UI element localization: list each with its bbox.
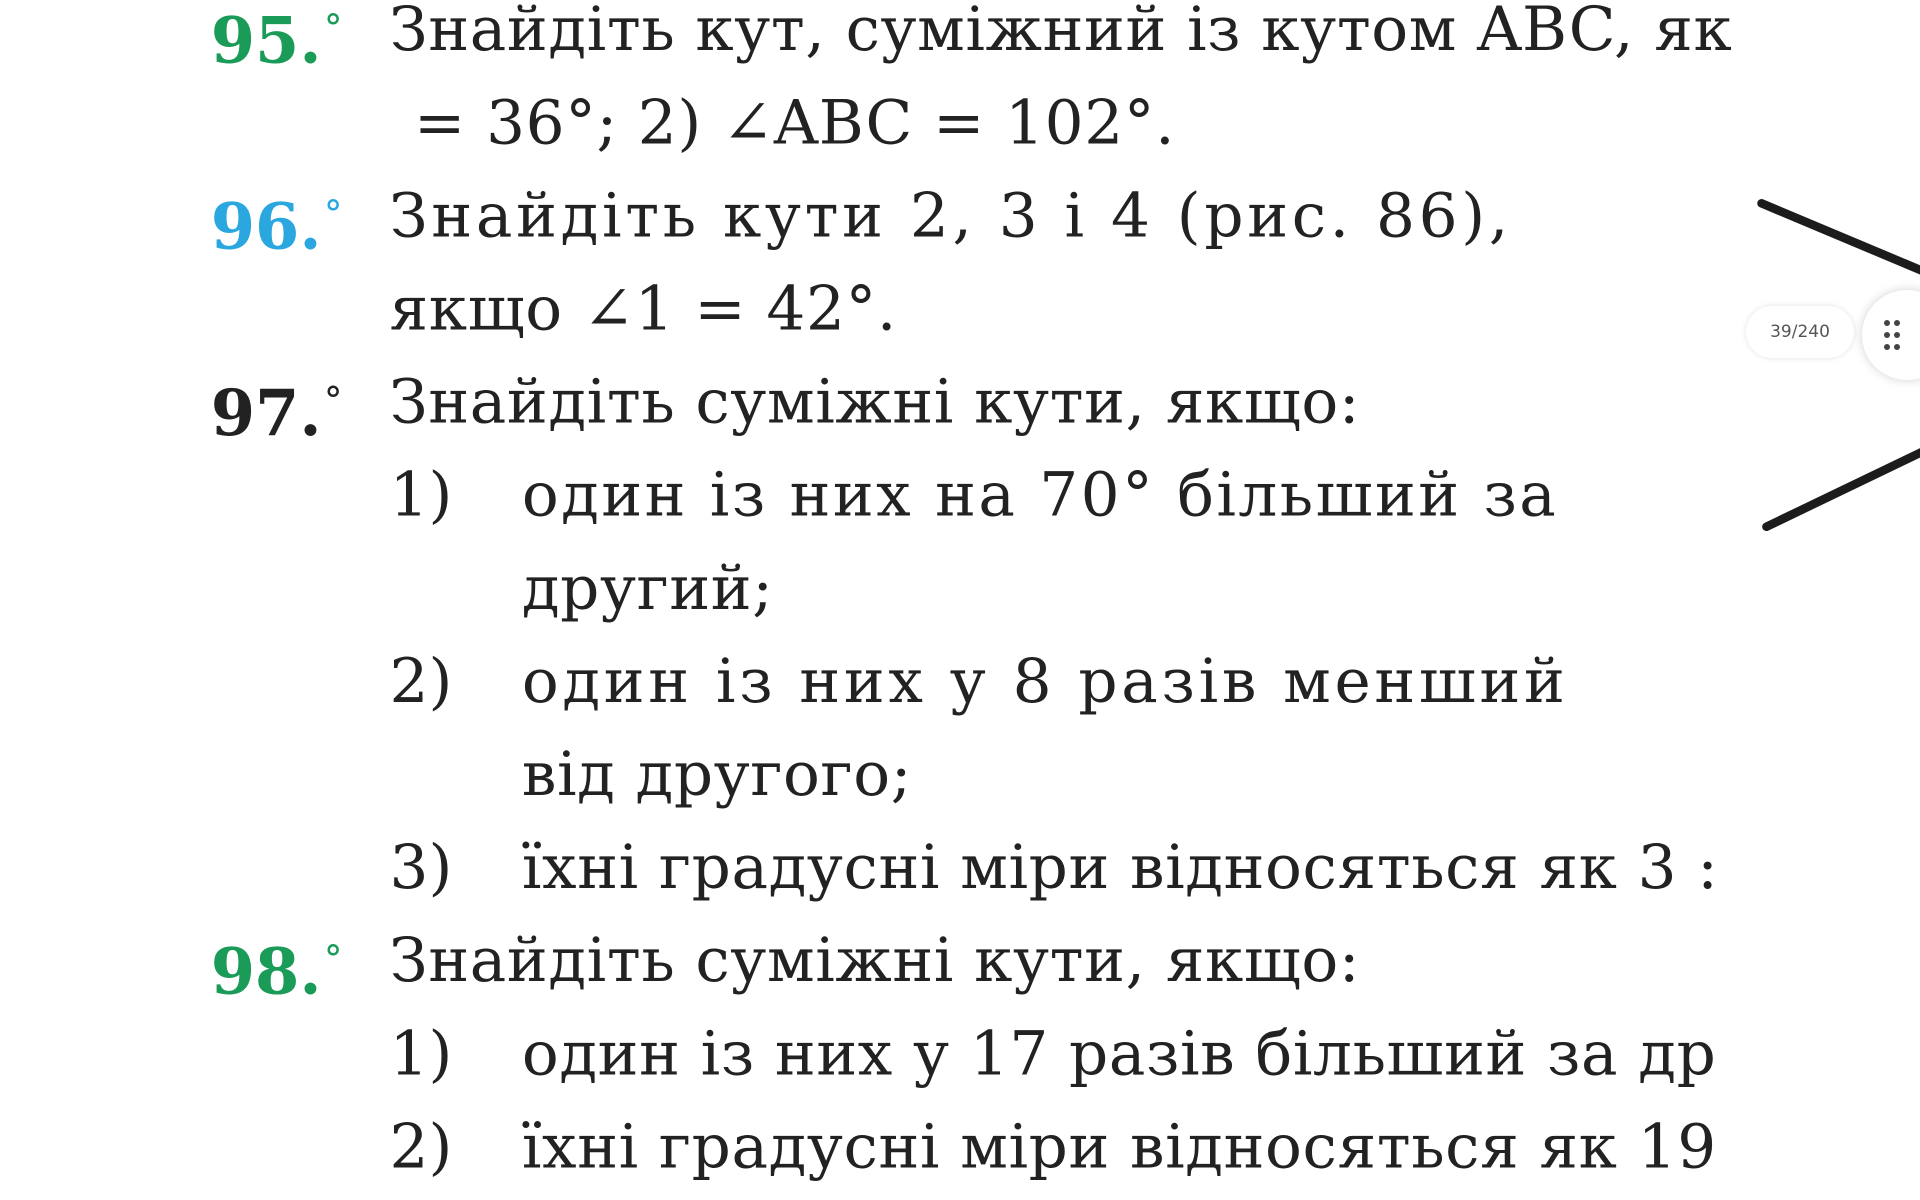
problem-97-item-3-label: 3) [389, 831, 453, 903]
problem-96-number: 96.° [210, 189, 343, 265]
problem-98-item-2-line-1: їхні градусні міри відносяться як 19 [521, 1111, 1717, 1183]
figure-line-lower [1766, 434, 1920, 527]
drag-dots-icon [1884, 320, 1902, 350]
page-indicator-text: 39/240 [1770, 322, 1830, 342]
problem-98-item-2-label: 2) [389, 1111, 453, 1183]
problem-97-intro: Знайдіть суміжні кути, якщо: [389, 366, 1361, 438]
problem-97-item-1-line-1: один із них на 70° більший за [521, 459, 1559, 531]
page-indicator [1746, 306, 1854, 358]
problem-98-item-1-label: 1) [389, 1017, 453, 1090]
problem-95-text-line-2: = 36°; 2) ∠ABC = 102°. [414, 86, 1176, 159]
problem-97-item-1-label: 1) [389, 459, 453, 531]
problem-95-text-line-1: Знайдіть кут, суміжний із кутом ABC, як [389, 0, 1733, 65]
problem-98-intro: Знайдіть суміжні кути, якщо: [389, 924, 1361, 996]
problem-97-item-2-label: 2) [389, 645, 453, 717]
problem-98-item-1-line-1: один із них у 17 разів більший за др [521, 1017, 1717, 1090]
problem-98-number: 98.° [210, 934, 343, 1010]
problem-97-number: 97.° [210, 376, 343, 451]
problem-96-text-line-1: Знайдіть кути 2, 3 і 4 (рис. 86), [389, 180, 1512, 252]
problem-96-text-line-2: якщо ∠1 = 42°. [389, 273, 897, 345]
problem-97-item-2-line-2: від другого; [521, 738, 912, 810]
problem-95-number: 95.° [210, 3, 343, 79]
problem-97-item-1-line-2: другий; [521, 552, 774, 624]
problem-97-item-2-line-1: один із них у 8 разів менший [521, 645, 1569, 717]
problem-97-item-3-line-1: їхні градусні міри відносяться як 3 : [521, 831, 1719, 903]
figure-line-upper [1762, 203, 1920, 286]
